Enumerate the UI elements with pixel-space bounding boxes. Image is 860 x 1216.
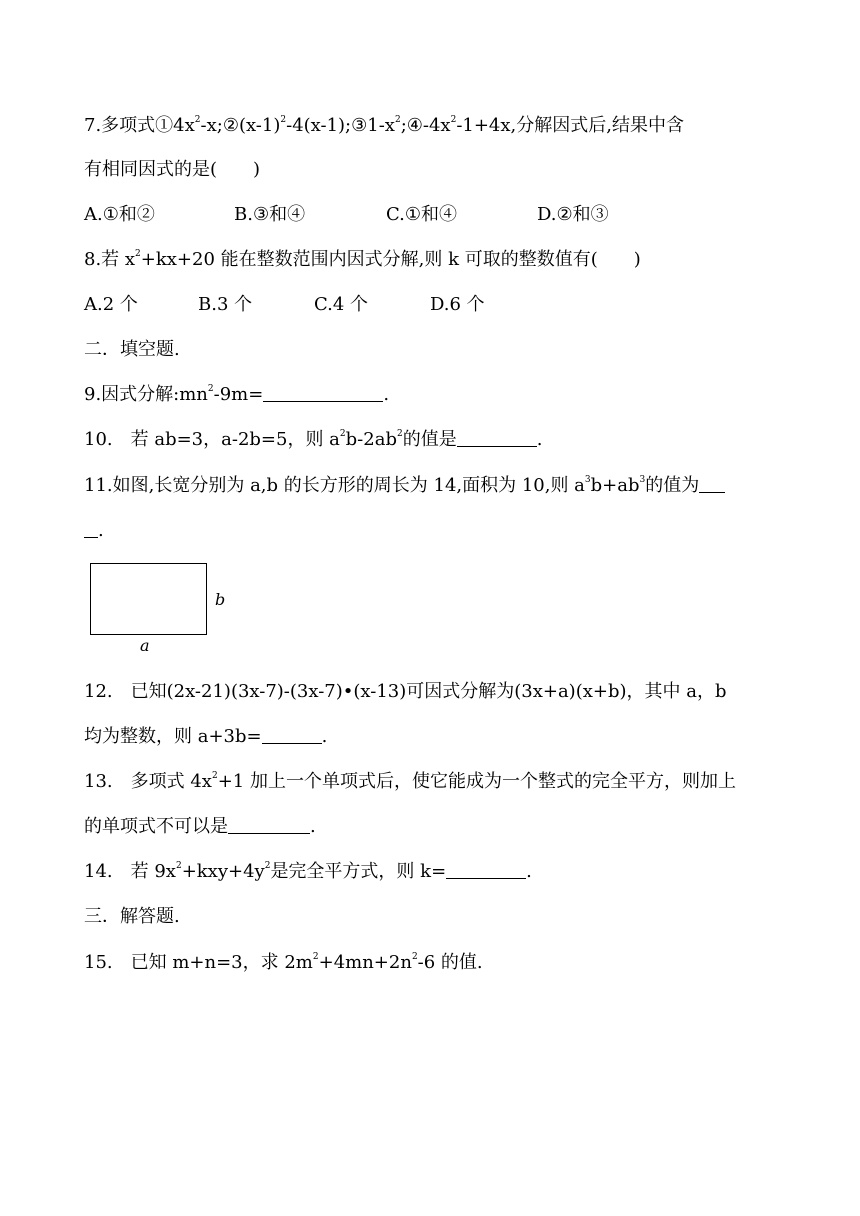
q8-line1: 8.若 $x^2+kx+20$ 能在整数范围内因式分解,则 k 可取的整数值有( )	[84, 249, 641, 270]
q7-option-a: A.①和②	[84, 204, 155, 225]
q9-answer-blank[interactable]	[263, 385, 383, 402]
q8-option-b: B.3 个	[198, 294, 253, 315]
q11-line1: 11.如图,长宽分别为 a,b 的长方形的周长为 14,面积为 10,则 $a^3b+ab^3$的值为	[84, 474, 725, 498]
q11-answer-blank-cont[interactable]	[84, 521, 98, 538]
section-3-heading: 三．解答题.	[84, 906, 180, 927]
rectangle-label-a: a	[140, 636, 150, 655]
q12-line1: 12. 已知(2x-21)(3x-7)-(3x-7)•(x-13)可因式分解为(3x+a)(x+b)，其中 a，b	[84, 681, 727, 702]
q13-answer-blank[interactable]	[228, 817, 310, 834]
q7-option-d: D.②和③	[537, 204, 609, 225]
q10-answer-blank[interactable]	[457, 430, 537, 447]
q7-option-b: B.③和④	[234, 204, 306, 225]
q7-line1: 7.多项式$①4x^2-x;②(x-1)^2-4(x-1);③1-x^2;④-4x^2-1+4x$,分解因式后,结果中含	[84, 115, 684, 136]
section-2-heading: 二．填空题.	[84, 339, 180, 360]
q13-line1: 13. 多项式 $4x^2+1$ 加上一个单项式后，使它能成为一个整式的完全平方，则加上	[84, 771, 736, 792]
q8-option-a: A.2 个	[84, 294, 138, 315]
q7-options	[84, 203, 609, 227]
q7-line2: 有相同因式的是( )	[84, 159, 261, 180]
q8-option-c: C.4 个	[314, 294, 369, 315]
q8-option-d: D.6 个	[430, 294, 485, 315]
rectangle-label-b: b	[215, 590, 226, 609]
q12-line2: 均为整数，则 a+3b= .	[84, 726, 328, 747]
q11-line2: .	[84, 519, 104, 543]
q15-line: 15. 已知 m+n=3，求 $2m^2+4mn+2n^2-6$ 的值.	[84, 952, 483, 973]
q14-line: 14. 若 $9x^2+kxy+4y^2$是完全平方式，则 k= .	[84, 861, 532, 882]
q13-line2: 的单项式不可以是 .	[84, 816, 316, 837]
q11-answer-blank[interactable]	[699, 476, 725, 493]
q9-line: 9.因式分解$:mn^2-9m=$ .	[84, 384, 390, 405]
q12-answer-blank[interactable]	[262, 727, 322, 744]
rectangle-figure	[90, 563, 207, 635]
q14-answer-blank[interactable]	[446, 862, 526, 879]
q8-options	[84, 293, 485, 317]
q10-line: 10. 若 ab=3，a-2b=5，则 $a^2b-2ab^2$的值是 .	[84, 429, 543, 450]
q7-option-c: C.①和④	[386, 204, 457, 225]
